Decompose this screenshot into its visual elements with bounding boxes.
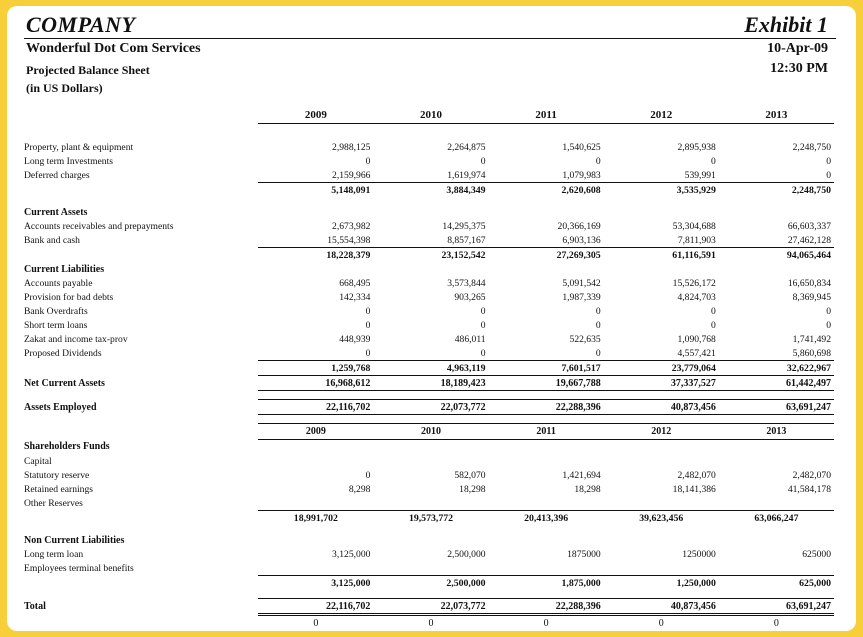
row-label: Proposed Dividends <box>24 347 102 359</box>
cell-value: 2,482,070 <box>792 469 831 481</box>
cell-value: 2,895,938 <box>677 141 716 153</box>
row-label <box>24 248 258 263</box>
cell-value: 0 <box>428 617 434 629</box>
empty-cell <box>258 262 373 276</box>
table-row <box>24 468 834 482</box>
cell-value: 1,259,768 <box>258 361 373 376</box>
spacer-cell <box>373 391 488 400</box>
cell-value: 3,884,349 <box>373 183 488 198</box>
cell-value: 2,500,000 <box>373 576 488 591</box>
cell-value: 522,635 <box>569 333 601 345</box>
cell-value: 0 <box>711 319 716 331</box>
spacer-cell <box>24 197 258 205</box>
table-row <box>24 318 834 332</box>
row-label: Property, plant & equipment <box>24 141 134 153</box>
cell-value: 20,366,169 <box>557 220 601 232</box>
cell-value: 0 <box>711 305 716 317</box>
empty-cell <box>489 205 604 219</box>
cell-value <box>258 496 373 511</box>
cell-value: 39,623,456 <box>604 511 719 526</box>
cell-value: 18,141,386 <box>672 483 716 495</box>
net-current-assets-row <box>24 376 834 391</box>
cell-value <box>258 561 373 576</box>
row-label <box>24 576 258 591</box>
cell-value: 1,540,625 <box>562 141 601 153</box>
cell-value: 0 <box>826 305 831 317</box>
cell-value: 23,152,542 <box>373 248 488 263</box>
empty-cell <box>604 533 719 547</box>
total-row <box>24 361 834 376</box>
cell-value: 63,691,247 <box>719 599 834 615</box>
cell-value: 3,125,000 <box>332 548 371 560</box>
cell-value: 5,148,091 <box>258 183 373 198</box>
balance-table <box>24 107 834 630</box>
cell-value: 0 <box>543 617 549 629</box>
spacer-cell <box>604 391 719 400</box>
table-row <box>24 154 834 168</box>
spacer-cell <box>604 124 719 133</box>
empty-cell <box>373 440 488 455</box>
spacer-row <box>24 132 834 140</box>
row-label: Long term Investments <box>24 155 113 167</box>
empty-cell <box>604 440 719 455</box>
spacer-cell <box>489 132 604 140</box>
cell-value: 0 <box>595 305 601 317</box>
cell-value: 66,603,337 <box>787 220 831 232</box>
section-heading: Shareholders Funds <box>24 441 110 453</box>
cell-value: 625,000 <box>719 576 834 591</box>
cell-value <box>258 454 373 468</box>
spacer-row <box>24 124 834 133</box>
cell-value: 1,619,974 <box>447 169 486 181</box>
section-heading-row <box>24 440 834 455</box>
cell-value: 41,584,178 <box>787 483 831 495</box>
table-row <box>24 561 834 576</box>
cell-value: 22,073,772 <box>373 599 488 615</box>
spacer-cell <box>719 415 834 424</box>
cell-value: 0 <box>595 155 601 167</box>
cell-value: 2,988,125 <box>332 141 371 153</box>
empty-cell <box>373 262 488 276</box>
year-header-row <box>24 424 834 440</box>
table-row <box>24 233 834 248</box>
table-row <box>24 496 834 511</box>
section-heading-row <box>24 533 834 547</box>
cell-value: 27,269,305 <box>489 248 604 263</box>
cell-value: 22,073,772 <box>373 400 488 415</box>
cell-value: 7,811,903 <box>677 234 716 246</box>
cell-value: 14,295,375 <box>442 220 486 232</box>
cell-value: 448,939 <box>339 333 371 345</box>
year-header: 2009 <box>258 424 373 440</box>
spacer-cell <box>489 197 604 205</box>
cell-value: 1,987,339 <box>562 291 601 303</box>
balance-check-row <box>24 615 834 631</box>
year-header: 2013 <box>719 107 834 124</box>
total-row <box>24 576 834 591</box>
spacer-cell <box>489 415 604 424</box>
spacer-cell <box>719 590 834 599</box>
cell-value: 8,857,167 <box>447 234 486 246</box>
spacer-cell <box>719 525 834 533</box>
cell-value: 0 <box>313 617 319 629</box>
spacer-cell <box>373 525 488 533</box>
cell-value: 1,875,000 <box>489 576 604 591</box>
row-label: Accounts payable <box>24 277 93 289</box>
cell-value: 63,066,247 <box>719 511 834 526</box>
year-header: 2010 <box>373 424 488 440</box>
spacer-row <box>24 590 834 599</box>
empty-cell <box>604 205 719 219</box>
cell-value <box>489 454 604 468</box>
cell-value: 15,554,398 <box>327 234 371 246</box>
cell-value: 40,873,456 <box>604 599 719 615</box>
spacer-cell <box>258 124 373 133</box>
cell-value: 4,824,703 <box>677 291 716 303</box>
table-row <box>24 276 834 290</box>
cell-value <box>373 496 488 511</box>
cell-value: 18,228,379 <box>258 248 373 263</box>
row-label <box>24 511 258 526</box>
table-row <box>24 547 834 561</box>
cell-value: 903,265 <box>454 291 486 303</box>
row-label: Accounts receivables and prepayments <box>24 220 174 232</box>
section-heading: Current Liabilities <box>24 263 105 275</box>
cell-value <box>719 496 834 511</box>
spacer-cell <box>24 124 258 133</box>
grand-total-row <box>24 599 834 615</box>
table-row <box>24 168 834 183</box>
cell-value: 0 <box>480 347 486 359</box>
spacer-cell <box>719 197 834 205</box>
cell-value: 3,125,000 <box>258 576 373 591</box>
empty-cell <box>489 440 604 455</box>
cell-value: 2,248,750 <box>719 183 834 198</box>
row-label <box>24 615 258 631</box>
header-divider <box>24 38 836 39</box>
currency-note: (in US Dollars) <box>26 81 103 95</box>
total-row <box>24 511 834 526</box>
cell-value: 2,500,000 <box>447 548 486 560</box>
year-header-blank <box>24 424 258 440</box>
table-row <box>24 140 834 154</box>
row-label: Short term loans <box>24 319 88 331</box>
row-label: Zakat and income tax-prov <box>24 333 128 345</box>
cell-value: 27,462,128 <box>787 234 831 246</box>
cell-value <box>489 496 604 511</box>
spacer-row <box>24 525 834 533</box>
cell-value <box>373 561 488 576</box>
spacer-cell <box>258 525 373 533</box>
cell-value: 61,116,591 <box>604 248 719 263</box>
spacer-row <box>24 391 834 400</box>
empty-cell <box>489 262 604 276</box>
assets-employed-row <box>24 400 834 415</box>
cell-value: 6,903,136 <box>562 234 601 246</box>
spacer-cell <box>604 415 719 424</box>
cell-value: 1,250,000 <box>604 576 719 591</box>
empty-cell <box>719 262 834 276</box>
cell-value: 22,288,396 <box>489 400 604 415</box>
cell-value: 18,189,423 <box>373 376 488 391</box>
row-label: Long term loan <box>24 548 84 560</box>
spacer-cell <box>604 525 719 533</box>
row-label: Employees terminal benefits <box>24 562 134 574</box>
cell-value: 0 <box>365 319 371 331</box>
cell-value: 0 <box>365 469 371 481</box>
cell-value: 4,963,119 <box>373 361 488 376</box>
spacer-cell <box>604 590 719 599</box>
spacer-cell <box>24 415 258 424</box>
row-label: Bank Overdrafts <box>24 305 88 317</box>
cell-value: 7,601,517 <box>489 361 604 376</box>
cell-value: 22,288,396 <box>489 599 604 615</box>
spacer-cell <box>719 124 834 133</box>
spacer-cell <box>719 391 834 400</box>
empty-cell <box>258 533 373 547</box>
table-row <box>24 304 834 318</box>
cell-value: 1,090,768 <box>677 333 716 345</box>
year-header: 2011 <box>489 107 604 124</box>
empty-cell <box>258 205 373 219</box>
cell-value: 53,304,688 <box>672 220 716 232</box>
row-label: Net Current Assets <box>24 377 105 389</box>
spacer-cell <box>24 590 258 599</box>
cell-value: 582,070 <box>454 469 486 481</box>
cell-value: 5,860,698 <box>792 347 831 359</box>
cell-value <box>373 454 488 468</box>
cell-value: 15,526,172 <box>672 277 716 289</box>
cell-value: 486,011 <box>454 333 486 345</box>
spacer-row <box>24 415 834 424</box>
cell-value: 1875000 <box>567 548 601 560</box>
spacer-cell <box>604 197 719 205</box>
report-title: Projected Balance Sheet <box>26 63 150 77</box>
spacer-cell <box>604 132 719 140</box>
cell-value: 625000 <box>802 548 831 560</box>
cell-value: 22,116,702 <box>258 599 373 615</box>
empty-cell <box>489 533 604 547</box>
cell-value: 1,421,694 <box>562 469 601 481</box>
empty-cell <box>373 533 488 547</box>
cell-value: 0 <box>480 305 486 317</box>
empty-cell <box>604 262 719 276</box>
cell-value: 8,369,945 <box>792 291 831 303</box>
cell-value: 20,413,396 <box>489 511 604 526</box>
section-heading: Current Assets <box>24 206 88 218</box>
spacer-cell <box>373 197 488 205</box>
cell-value: 0 <box>773 617 779 629</box>
spacer-cell <box>489 590 604 599</box>
cell-value: 0 <box>711 155 716 167</box>
year-header-blank <box>24 107 258 124</box>
cell-value: 0 <box>595 319 601 331</box>
cell-value: 2,620,608 <box>489 183 604 198</box>
company-subtitle: Wonderful Dot Com Services <box>26 41 201 56</box>
cell-value: 94,065,464 <box>719 248 834 263</box>
cell-value <box>719 454 834 468</box>
exhibit-label: Exhibit 1 <box>744 12 828 37</box>
cell-value: 1,741,492 <box>792 333 831 345</box>
spacer-cell <box>373 124 488 133</box>
spacer-cell <box>258 197 373 205</box>
cell-value: 0 <box>365 155 371 167</box>
table-row <box>24 482 834 496</box>
cell-value: 0 <box>826 155 831 167</box>
cell-value: 18,991,702 <box>258 511 373 526</box>
empty-cell <box>373 205 488 219</box>
cell-value: 0 <box>365 347 371 359</box>
spacer-cell <box>373 415 488 424</box>
row-label: Capital <box>24 455 52 467</box>
spacer-cell <box>373 590 488 599</box>
cell-value: 3,573,844 <box>447 277 486 289</box>
section-heading: Non Current Liabilities <box>24 534 125 546</box>
year-header: 2013 <box>719 424 834 440</box>
cell-value: 1,079,983 <box>562 169 601 181</box>
cell-value: 16,650,834 <box>787 277 831 289</box>
spacer-cell <box>489 391 604 400</box>
year-header: 2012 <box>604 107 719 124</box>
cell-value: 2,159,966 <box>332 169 371 181</box>
section-heading-row <box>24 205 834 219</box>
empty-cell <box>719 205 834 219</box>
cell-value: 23,779,064 <box>604 361 719 376</box>
total-row <box>24 248 834 263</box>
section-heading-row <box>24 262 834 276</box>
year-header-row <box>24 107 834 124</box>
cell-value: 668,495 <box>339 277 371 289</box>
row-label: Other Reserves <box>24 497 83 509</box>
year-header: 2009 <box>258 107 373 124</box>
table-row <box>24 454 834 468</box>
cell-value: 1250000 <box>682 548 716 560</box>
cell-value: 3,535,929 <box>604 183 719 198</box>
row-label: Total <box>24 601 46 612</box>
spacer-cell <box>719 132 834 140</box>
report-date: 10-Apr-09 <box>767 41 828 56</box>
cell-value: 5,091,542 <box>562 277 601 289</box>
total-row <box>24 183 834 198</box>
row-label: Assets Employed <box>24 401 97 413</box>
row-label: Bank and cash <box>24 234 80 246</box>
cell-value: 0 <box>365 305 371 317</box>
year-header: 2010 <box>373 107 488 124</box>
cell-value: 0 <box>595 347 601 359</box>
empty-cell <box>258 440 373 455</box>
cell-value <box>489 561 604 576</box>
cell-value: 18,298 <box>459 483 486 495</box>
table-row <box>24 219 834 233</box>
spacer-cell <box>258 132 373 140</box>
cell-value: 63,691,247 <box>719 400 834 415</box>
cell-value <box>604 561 719 576</box>
company-title: COMPANY <box>26 12 136 37</box>
spacer-row <box>24 197 834 205</box>
cell-value: 8,298 <box>348 483 371 495</box>
table-row <box>24 332 834 346</box>
spacer-cell <box>489 525 604 533</box>
cell-value: 142,334 <box>339 291 371 303</box>
cell-value: 40,873,456 <box>604 400 719 415</box>
row-label: Provision for bad debts <box>24 291 114 303</box>
cell-value: 2,673,982 <box>332 220 371 232</box>
cell-value: 2,248,750 <box>792 141 831 153</box>
spacer-cell <box>373 132 488 140</box>
cell-value: 2,482,070 <box>677 469 716 481</box>
row-label: Statutory reserve <box>24 469 90 481</box>
table-row <box>24 346 834 361</box>
cell-value: 0 <box>480 319 486 331</box>
cell-value: 539,991 <box>684 169 716 181</box>
cell-value: 16,968,612 <box>258 376 373 391</box>
cell-value: 32,622,967 <box>719 361 834 376</box>
cell-value: 0 <box>826 319 831 331</box>
cell-value: 37,337,527 <box>604 376 719 391</box>
spacer-cell <box>24 132 258 140</box>
spacer-cell <box>24 525 258 533</box>
spacer-cell <box>489 124 604 133</box>
cell-value: 0 <box>658 617 664 629</box>
row-label: Deferred charges <box>24 169 90 181</box>
cell-value: 19,573,772 <box>373 511 488 526</box>
cell-value: 18,298 <box>574 483 601 495</box>
cell-value: 61,442,497 <box>719 376 834 391</box>
cell-value: 2,264,875 <box>447 141 486 153</box>
empty-cell <box>719 440 834 455</box>
report-time: 12:30 PM <box>770 61 828 76</box>
cell-value <box>604 454 719 468</box>
cell-value: 22,116,702 <box>258 400 373 415</box>
spacer-cell <box>258 590 373 599</box>
year-header: 2011 <box>489 424 604 440</box>
row-label <box>24 183 258 198</box>
balance-sheet <box>7 6 856 631</box>
cell-value <box>719 561 834 576</box>
table-row <box>24 290 834 304</box>
year-header: 2012 <box>604 424 719 440</box>
empty-cell <box>719 533 834 547</box>
cell-value: 0 <box>826 169 831 181</box>
spacer-cell <box>258 391 373 400</box>
cell-value: 4,557,421 <box>677 347 716 359</box>
row-label <box>24 361 258 376</box>
row-label: Retained earnings <box>24 483 93 495</box>
spacer-cell <box>24 391 258 400</box>
cell-value <box>604 496 719 511</box>
cell-value: 19,667,788 <box>489 376 604 391</box>
cell-value: 0 <box>480 155 486 167</box>
spacer-cell <box>258 415 373 424</box>
